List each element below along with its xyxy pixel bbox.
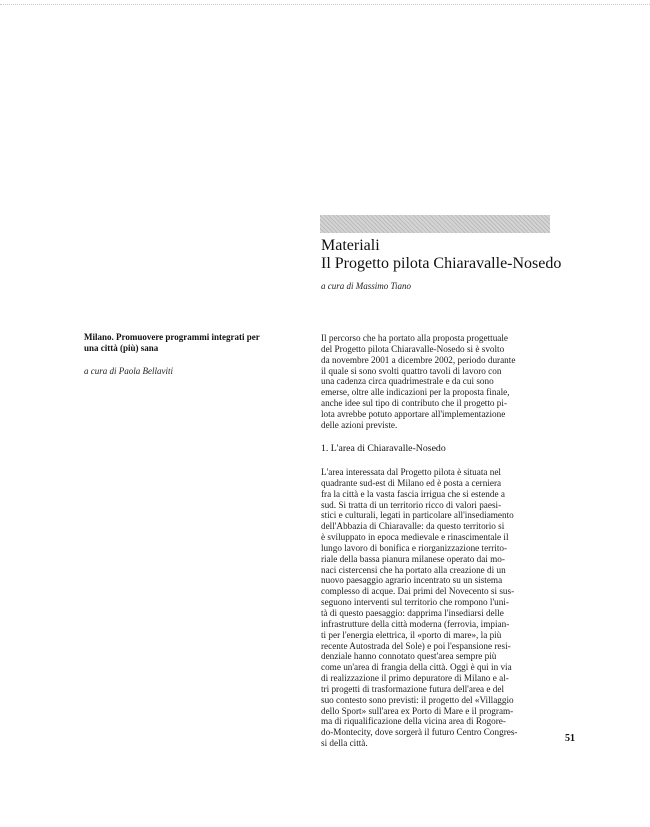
text-line: dell'Abbazia di Chiaravalle: da questo territorio si xyxy=(321,521,505,532)
text-line: di realizzazione il primo depuratore di Milano e al- xyxy=(321,673,509,684)
text-line: lota avrebbe potuto apportare all'implementazione xyxy=(321,408,506,419)
section-1-paragraph xyxy=(321,467,555,749)
text-line: il quale si sono svolti quattro tavoli di lavoro con xyxy=(321,365,502,376)
text-line: nuovo paesaggio agrario incentrato su un sistema xyxy=(321,575,503,586)
text-line: stici e culturali, legati in particolare all'insediamento xyxy=(321,510,514,521)
text-line: lungo lavoro di bonifica e riorganizzazione territo- xyxy=(321,542,508,553)
text-line: fra la città e la vasta fascia irrigua che si estende a xyxy=(321,488,505,499)
text-line: da novembre 2001 a dicembre 2002, periodo durante xyxy=(321,354,516,365)
text-line: naci cistercensi che ha portato alla creazione di un xyxy=(321,564,506,575)
sidebar xyxy=(84,332,304,376)
sidebar-title xyxy=(84,332,304,354)
text-line: sud. Si tratta di un territorio ricco di valori paesi- xyxy=(321,499,502,510)
text-line: L'area interessata dal Progetto pilota è situata nel xyxy=(321,467,501,477)
text-line: infrastrutture della città moderna (ferrovia, impian- xyxy=(321,618,510,629)
text-line: denziale hanno connotato quest'area sempre più xyxy=(321,651,497,662)
text-line: anche idee sul tipo di contributo che il progetto pi- xyxy=(321,398,507,409)
sidebar-title-line-1: Milano. Promuovere programmi integrati per xyxy=(84,332,260,342)
text-line: è sviluppato in epoca medievale e rinascimentale il xyxy=(321,532,509,543)
text-line: seguono interventi sul territorio che rompono l'uni- xyxy=(321,597,509,608)
text-line: recente Autostrada del Sole) e poi l'espansione resi- xyxy=(321,640,511,651)
text-line: quadrante sud-est di Milano ed è posta a cerniera xyxy=(321,477,502,488)
text-line: si della città. xyxy=(321,738,368,749)
text-line: do-Montecity, dove sorgerà il futuro Centro Congres- xyxy=(321,727,518,738)
text-line: ti per l'energia elettrica, il «porto di mare», la più xyxy=(321,629,502,640)
page-number: 51 xyxy=(565,733,575,744)
text-line: emerse, oltre alle indicazioni per la proposta finale, xyxy=(321,387,510,398)
sidebar-curator: a cura di Paola Bellaviti xyxy=(84,366,173,376)
section-title-line-1: Materiali xyxy=(321,237,380,254)
section-1-heading: 1. L'area di Chiaravalle-Nosedo xyxy=(321,443,446,454)
text-line: come un'area di frangia della città. Oggi è qui in via xyxy=(321,662,512,673)
section-title xyxy=(321,237,581,273)
text-line: delle azioni previste. xyxy=(321,419,398,430)
text-line: del Progetto pilota Chiaravalle-Nosedo si è svolto xyxy=(321,343,505,354)
top-dotted-rule xyxy=(0,4,650,5)
header-hatched-band xyxy=(320,215,550,233)
text-line: complesso di acque. Dai primi del Novecento si sus- xyxy=(321,586,515,597)
text-line: suo contesto sono previsti: il progetto del «Villaggio xyxy=(321,694,514,705)
text-line: una cadenza circa quadrimestrale e da cui sono xyxy=(321,376,494,387)
article-curator: a cura di Massimo Tiano xyxy=(321,281,412,291)
text-line: dello Sport» sull'area ex Porto di Mare e il program- xyxy=(321,705,514,716)
section-title-line-2: Il Progetto pilota Chiaravalle-Nosedo xyxy=(321,255,562,272)
intro-paragraph xyxy=(321,333,555,431)
text-line: ma di riqualificazione della vicina area di Rogore- xyxy=(321,716,506,727)
text-line: tà di questo paesaggio: dapprima l'insediarsi delle xyxy=(321,607,504,618)
text-line: Il percorso che ha portato alla proposta progettuale xyxy=(321,333,508,343)
text-line: riale della bassa pianura milanese operato dai mo- xyxy=(321,553,505,564)
text-line: tri progetti di trasformazione futura dell'area e del xyxy=(321,683,505,694)
sidebar-title-line-2: una città (più) sana xyxy=(84,343,159,353)
